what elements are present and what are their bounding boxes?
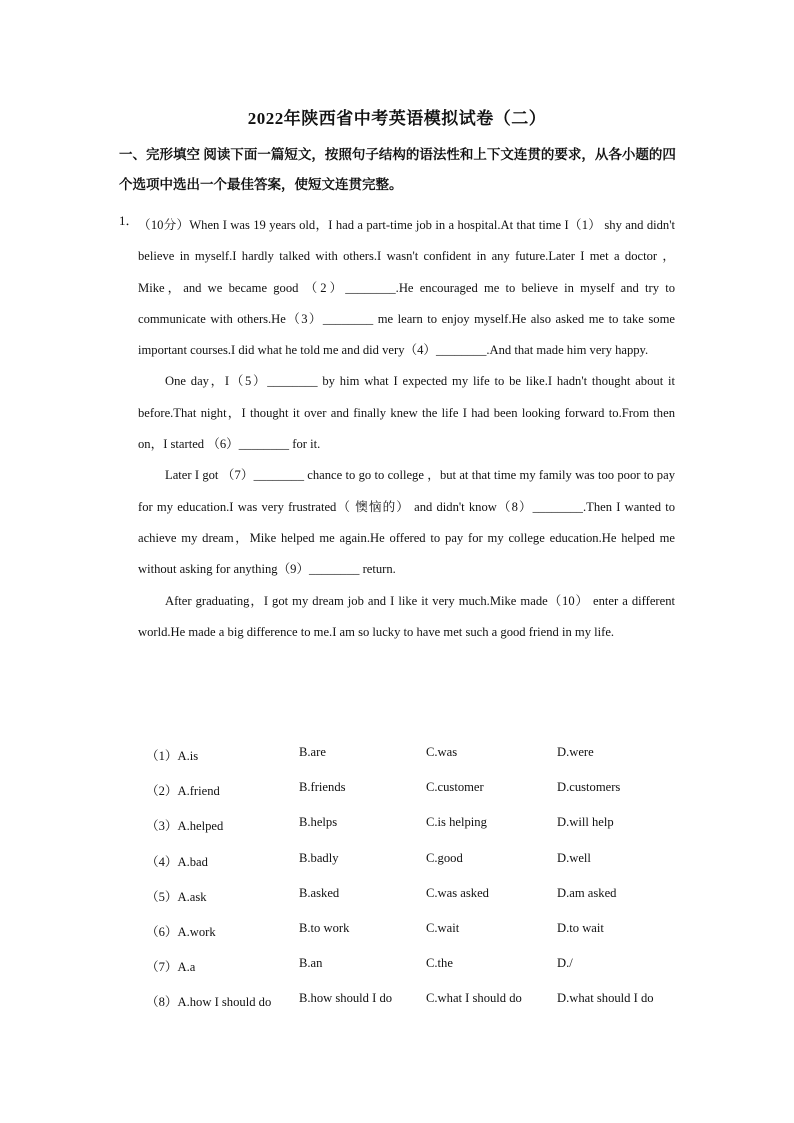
option-c: C.was asked bbox=[426, 885, 489, 900]
passage-paragraph: （10分）When I was 19 years old，I had a part-time job in a hospital.At that time I（1） shy and didn't believe in myself.I hardly talked with others.I wasn't confident in any future.Later I met a doctor ，Mike，and we became good （2）________.He encouraged me to believe in myself and try to communicate with others.He（3）________ me learn to enjoy myself.He also asked me to take some important courses.I did what he told me and did very（4）________.And that made him very happy. bbox=[138, 218, 675, 358]
option-c: C.is helping bbox=[426, 815, 487, 830]
option-c: C.what I should do bbox=[426, 991, 522, 1006]
option-a: （4）A.bad bbox=[146, 854, 208, 869]
passage-paragraph: After graduating，I got my dream job and I like it very much.Mike made（10） enter a different world.He made a big difference to me.I am so lucky to have met such a good friend in my life. bbox=[138, 593, 675, 639]
section-instructions: 一、完形填空 阅读下面一篇短文，按照句子结构的语法性和上下文连贯的要求，从各小题的四个选项中选出一个最佳答案，使短文连贯完整。 bbox=[119, 147, 676, 192]
option-a: （6）A.work bbox=[146, 924, 216, 939]
option-b: B.friends bbox=[299, 780, 346, 795]
option-d: D.will help bbox=[557, 815, 614, 830]
option-b: B.asked bbox=[299, 885, 340, 900]
question-number: 1． bbox=[119, 213, 139, 228]
passage-paragraph: One day，I（5）________ by him what I expected my life to be like.I hadn't thought about it before.That night，I thought it over and finally knew the life I had been looking forward to.From then on，I started （6）________ for it. bbox=[138, 374, 675, 452]
option-b: B.badly bbox=[299, 850, 339, 865]
option-c: C.wait bbox=[426, 920, 460, 935]
option-a: （2）A.friend bbox=[146, 784, 220, 799]
option-d: D.were bbox=[557, 745, 594, 759]
option-d: D.well bbox=[557, 850, 591, 865]
option-b: B.an bbox=[299, 956, 323, 971]
option-c: C.the bbox=[426, 956, 453, 971]
option-a: （5）A.ask bbox=[146, 889, 207, 904]
option-c: C.was bbox=[426, 745, 458, 759]
option-d: D./ bbox=[557, 956, 573, 971]
option-b: B.are bbox=[299, 745, 326, 759]
passage-paragraph: Later I got （7）________ chance to go to college ，but at that time my family was too poor to pay for my education.I was very frustrated（ 懊恼的） and didn't know（8）________.Then I wanted to achieve my dream，Mike helped me again.He offered to pay for my college education.He helped me without asking for anything（9）________ return. bbox=[138, 468, 675, 577]
option-a: （1）A.is bbox=[146, 749, 199, 763]
option-c: C.good bbox=[426, 850, 463, 865]
option-d: D.to wait bbox=[557, 920, 604, 935]
option-b: B.how should I do bbox=[299, 991, 393, 1006]
option-a: （8）A.how I should do bbox=[146, 995, 272, 1010]
option-d: D.am asked bbox=[557, 885, 617, 900]
option-a: （7）A.a bbox=[146, 960, 196, 975]
option-d: D.customers bbox=[557, 780, 621, 795]
option-a: （3）A.helped bbox=[146, 819, 224, 834]
option-b: B.helps bbox=[299, 815, 338, 830]
page-title: 2022年陕西省中考英语模拟试卷（二） bbox=[247, 109, 547, 128]
option-b: B.to work bbox=[299, 920, 350, 935]
option-c: C.customer bbox=[426, 780, 484, 795]
option-d: D.what should I do bbox=[557, 991, 654, 1006]
cloze-passage bbox=[138, 210, 675, 648]
